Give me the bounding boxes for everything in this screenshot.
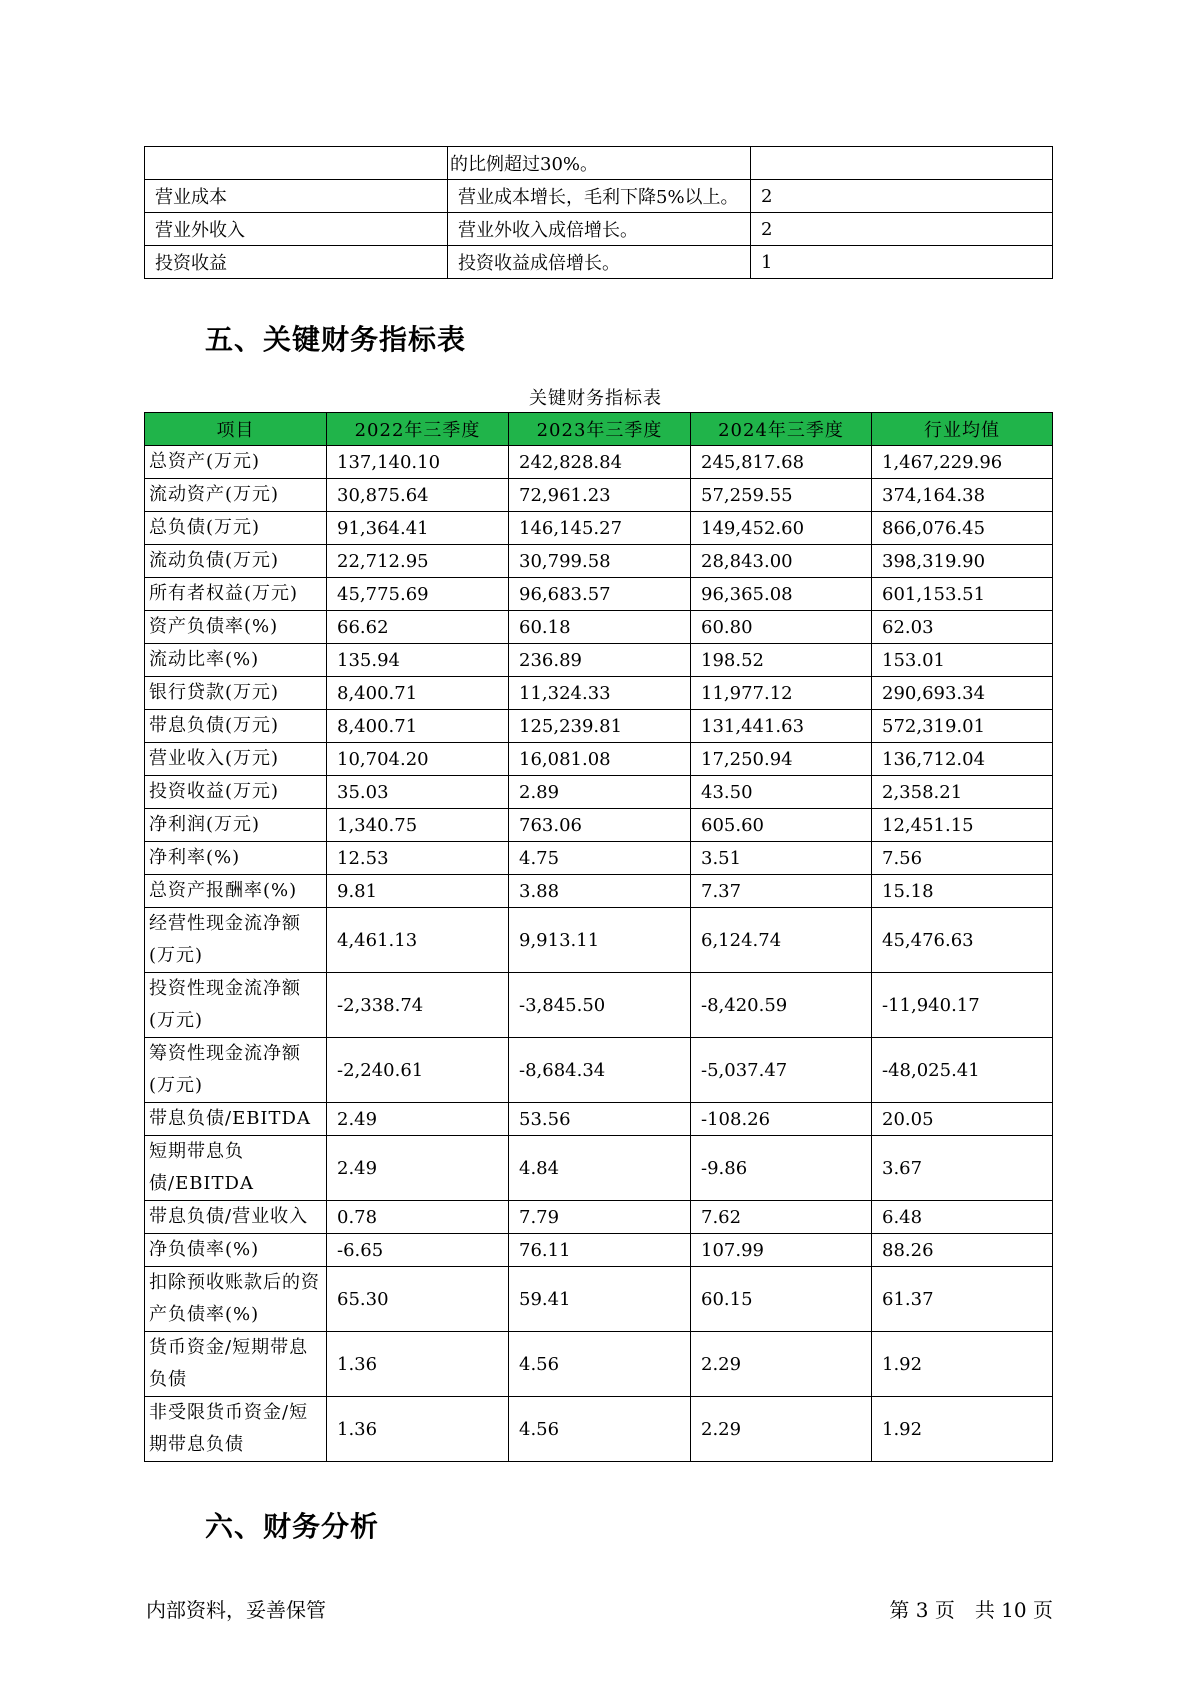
row-label: 总资产报酬率(%)	[145, 875, 327, 908]
table-cell: 198.52	[691, 644, 872, 677]
table-row	[145, 644, 1053, 677]
table-cell: 1.92	[872, 1332, 1053, 1397]
table-cell: 2.49	[327, 1136, 509, 1201]
table-cell: -8,420.59	[691, 973, 872, 1038]
table-cell: 57,259.55	[691, 479, 872, 512]
table-cell: 4.56	[509, 1397, 691, 1462]
table-cell: 6,124.74	[691, 908, 872, 973]
table-cell: 22,712.95	[327, 545, 509, 578]
table-row	[145, 1397, 1053, 1462]
table-cell: 2.49	[327, 1103, 509, 1136]
table-cell: 62.03	[872, 611, 1053, 644]
column-header: 2023年三季度	[509, 413, 691, 446]
table-cell: 91,364.41	[327, 512, 509, 545]
table-cell: -5,037.47	[691, 1038, 872, 1103]
table-row	[145, 973, 1053, 1038]
table-cell: 营业外收入成倍增长。	[448, 213, 751, 246]
table-cell: 96,683.57	[509, 578, 691, 611]
table-cell: 3.88	[509, 875, 691, 908]
table-cell: 4,461.13	[327, 908, 509, 973]
table-cell: 营业外收入	[145, 213, 448, 246]
table-cell: 60.15	[691, 1267, 872, 1332]
table-cell: 2	[751, 213, 1053, 246]
table-cell: 1.36	[327, 1397, 509, 1462]
column-header: 2022年三季度	[327, 413, 509, 446]
footer-page-number: 第 3 页 共 10 页	[889, 1598, 1053, 1622]
table-row	[145, 1332, 1053, 1397]
table-cell: -9.86	[691, 1136, 872, 1201]
table-cell: 8,400.71	[327, 677, 509, 710]
table-cell: 35.03	[327, 776, 509, 809]
table-cell: 135.94	[327, 644, 509, 677]
table-cell: 374,164.38	[872, 479, 1053, 512]
table-cell: 17,250.94	[691, 743, 872, 776]
row-label: 短期带息负债/EBITDA	[145, 1136, 327, 1201]
table-cell: 290,693.34	[872, 677, 1053, 710]
table-cell: 10,704.20	[327, 743, 509, 776]
table-cell: 2.89	[509, 776, 691, 809]
table-row	[145, 578, 1053, 611]
table-cell: 7.56	[872, 842, 1053, 875]
table-row	[145, 147, 1053, 180]
table-cell: 866,076.45	[872, 512, 1053, 545]
table-cell: 60.18	[509, 611, 691, 644]
table-cell: 8,400.71	[327, 710, 509, 743]
table-header-row	[145, 413, 1053, 446]
table-cell: 20.05	[872, 1103, 1053, 1136]
table-cell: 12.53	[327, 842, 509, 875]
table-row	[145, 809, 1053, 842]
table-cell: 136,712.04	[872, 743, 1053, 776]
table-cell: 605.60	[691, 809, 872, 842]
table-cell: 营业成本增长，毛利下降5%以上。	[448, 180, 751, 213]
table-cell: 72,961.23	[509, 479, 691, 512]
row-label: 所有者权益(万元)	[145, 578, 327, 611]
row-label: 流动负债(万元)	[145, 545, 327, 578]
row-label: 净利率(%)	[145, 842, 327, 875]
row-label: 流动资产(万元)	[145, 479, 327, 512]
row-label: 总资产(万元)	[145, 446, 327, 479]
table-cell: 16,081.08	[509, 743, 691, 776]
table-cell: 2.29	[691, 1397, 872, 1462]
table-cell: 53.56	[509, 1103, 691, 1136]
table-cell: 3.51	[691, 842, 872, 875]
row-label: 流动比率(%)	[145, 644, 327, 677]
row-label: 非受限货币资金/短期带息负债	[145, 1397, 327, 1462]
table-cell: 66.62	[327, 611, 509, 644]
table-cell: 45,775.69	[327, 578, 509, 611]
table-row	[145, 1201, 1053, 1234]
table-cell: 6.48	[872, 1201, 1053, 1234]
table-row	[145, 1103, 1053, 1136]
table-cell: 45,476.63	[872, 908, 1053, 973]
column-header: 行业均值	[872, 413, 1053, 446]
table-cell	[751, 147, 1053, 180]
table-cell: 43.50	[691, 776, 872, 809]
key-financial-indicators-table	[144, 412, 1053, 1462]
table-row	[145, 180, 1053, 213]
table-row	[145, 776, 1053, 809]
table-cell: 572,319.01	[872, 710, 1053, 743]
table-row	[145, 446, 1053, 479]
table-row	[145, 512, 1053, 545]
table-cell: 236.89	[509, 644, 691, 677]
table-row	[145, 710, 1053, 743]
table-row	[145, 1038, 1053, 1103]
table-cell: -6.65	[327, 1234, 509, 1267]
table-cell: 4.56	[509, 1332, 691, 1397]
table-cell: 3.67	[872, 1136, 1053, 1201]
table-row	[145, 545, 1053, 578]
table-cell: 146,145.27	[509, 512, 691, 545]
row-label: 带息负债/营业收入	[145, 1201, 327, 1234]
table-cell: 149,452.60	[691, 512, 872, 545]
row-label: 营业收入(万元)	[145, 743, 327, 776]
table-cell: 61.37	[872, 1267, 1053, 1332]
table-cell: 88.26	[872, 1234, 1053, 1267]
table-cell: 245,817.68	[691, 446, 872, 479]
table-cell: 763.06	[509, 809, 691, 842]
table-cell: -2,240.61	[327, 1038, 509, 1103]
column-header: 项目	[145, 413, 327, 446]
row-label: 净负债率(%)	[145, 1234, 327, 1267]
table-cell: 2.29	[691, 1332, 872, 1397]
table-row	[145, 743, 1053, 776]
table-cell: 1.92	[872, 1397, 1053, 1462]
row-label: 带息负债(万元)	[145, 710, 327, 743]
table-cell: 4.75	[509, 842, 691, 875]
row-label: 扣除预收账款后的资产负债率(%)	[145, 1267, 327, 1332]
table-cell: 12,451.15	[872, 809, 1053, 842]
table-cell: -2,338.74	[327, 973, 509, 1038]
row-label: 带息负债/EBITDA	[145, 1103, 327, 1136]
table-cell: 7.79	[509, 1201, 691, 1234]
table-row	[145, 611, 1053, 644]
table-row	[145, 479, 1053, 512]
row-label: 总负债(万元)	[145, 512, 327, 545]
table-row	[145, 1267, 1053, 1332]
row-label: 投资收益(万元)	[145, 776, 327, 809]
table-row	[145, 213, 1053, 246]
table-cell: 0.78	[327, 1201, 509, 1234]
table-cell: -8,684.34	[509, 1038, 691, 1103]
table-cell: 营业成本	[145, 180, 448, 213]
row-label: 货币资金/短期带息负债	[145, 1332, 327, 1397]
section-5-heading: 五、关键财务指标表	[205, 323, 467, 356]
table-cell: -48,025.41	[872, 1038, 1053, 1103]
row-label: 净利润(万元)	[145, 809, 327, 842]
table-cell: 96,365.08	[691, 578, 872, 611]
table-cell: 601,153.51	[872, 578, 1053, 611]
table-row	[145, 1234, 1053, 1267]
risk-criteria-table	[144, 146, 1053, 279]
footer-confidential-note: 内部资料，妥善保管	[146, 1598, 326, 1622]
table-cell: 60.80	[691, 611, 872, 644]
row-label: 资产负债率(%)	[145, 611, 327, 644]
table-row	[145, 908, 1053, 973]
table-cell: -108.26	[691, 1103, 872, 1136]
table-cell: 30,875.64	[327, 479, 509, 512]
table-row	[145, 246, 1053, 279]
table-cell: 1,340.75	[327, 809, 509, 842]
table-cell: 131,441.63	[691, 710, 872, 743]
section-6-heading: 六、财务分析	[205, 1510, 380, 1543]
table-cell: 65.30	[327, 1267, 509, 1332]
table-cell: 30,799.58	[509, 545, 691, 578]
table-row	[145, 875, 1053, 908]
table-cell: 投资收益成倍增长。	[448, 246, 751, 279]
table-row	[145, 677, 1053, 710]
table-cell: 2,358.21	[872, 776, 1053, 809]
table-cell: 137,140.10	[327, 446, 509, 479]
column-header: 2024年三季度	[691, 413, 872, 446]
row-label: 银行贷款(万元)	[145, 677, 327, 710]
table-cell: 2	[751, 180, 1053, 213]
table-cell	[145, 147, 448, 180]
table-cell: 107.99	[691, 1234, 872, 1267]
table-cell: 的比例超过30%。	[448, 147, 751, 180]
row-label: 经营性现金流净额(万元)	[145, 908, 327, 973]
table-cell: 76.11	[509, 1234, 691, 1267]
table-cell: 1.36	[327, 1332, 509, 1397]
table-cell: 9.81	[327, 875, 509, 908]
table-cell: 15.18	[872, 875, 1053, 908]
table-cell: 242,828.84	[509, 446, 691, 479]
table-cell: 1,467,229.96	[872, 446, 1053, 479]
table-cell: 11,977.12	[691, 677, 872, 710]
table-cell: 投资收益	[145, 246, 448, 279]
table-row	[145, 842, 1053, 875]
table-cell: 9,913.11	[509, 908, 691, 973]
table-cell: -11,940.17	[872, 973, 1053, 1038]
table-cell: 7.37	[691, 875, 872, 908]
table-cell: 398,319.90	[872, 545, 1053, 578]
row-label: 筹资性现金流净额(万元)	[145, 1038, 327, 1103]
table-cell: 11,324.33	[509, 677, 691, 710]
table-row	[145, 1136, 1053, 1201]
table-caption: 关键财务指标表	[529, 388, 662, 409]
table-cell: 7.62	[691, 1201, 872, 1234]
table-cell: 28,843.00	[691, 545, 872, 578]
table-cell: 125,239.81	[509, 710, 691, 743]
table-cell: -3,845.50	[509, 973, 691, 1038]
row-label: 投资性现金流净额(万元)	[145, 973, 327, 1038]
table-cell: 1	[751, 246, 1053, 279]
table-cell: 4.84	[509, 1136, 691, 1201]
table-cell: 153.01	[872, 644, 1053, 677]
table-cell: 59.41	[509, 1267, 691, 1332]
